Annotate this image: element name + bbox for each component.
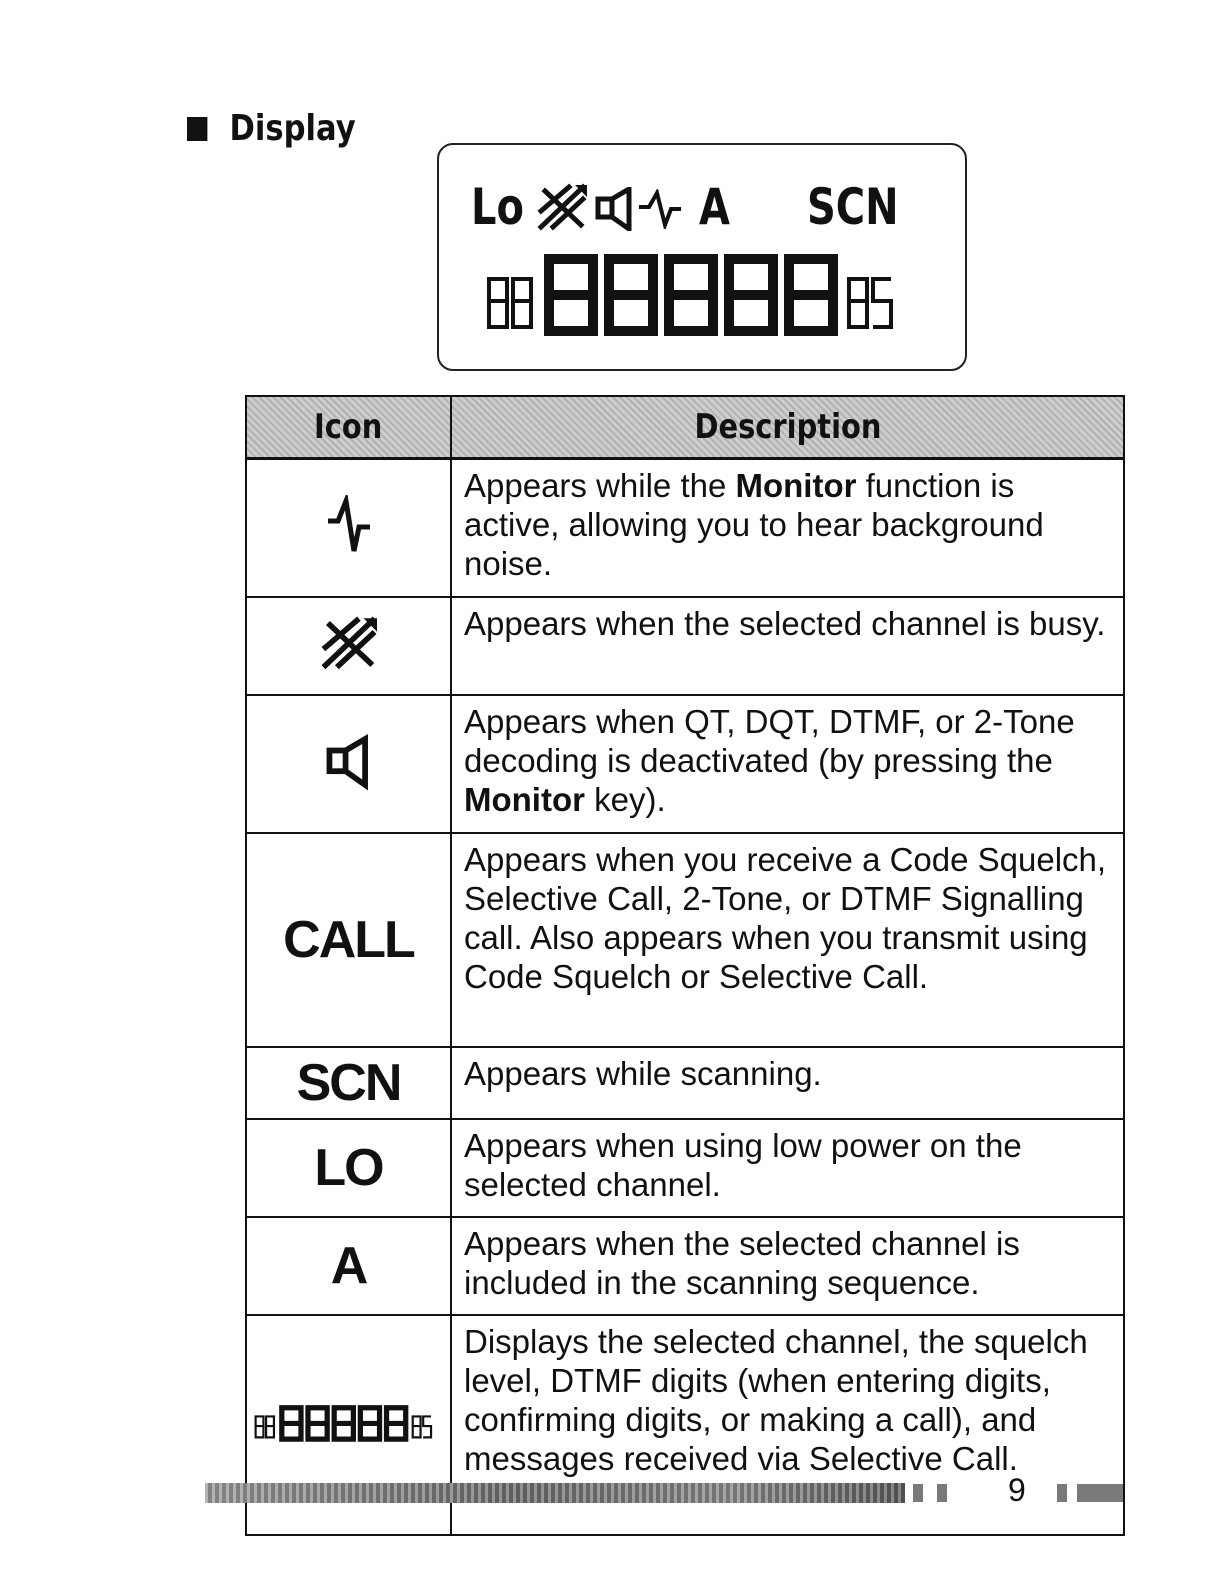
lcd-scn-label: SCN [807,178,899,236]
description-cell: Appears when you receive a Code Squelch, Selective Call, 2-Tone, or DTMF Signalling call. Also appears when you transmit using Code Squelch or Selective Call. [451,833,1124,1047]
header-description: Description [451,396,1124,459]
description-cell: Appears when the selected channel is included in the scanning sequence. [451,1217,1124,1315]
icon-cell [246,695,451,833]
section-title: Display [229,108,356,149]
speaker-icon [326,733,372,791]
description-cell: Appears while scanning. [451,1047,1124,1119]
lcd-display [437,143,967,371]
table-row [246,459,1124,598]
lo-icon: LO [314,1139,383,1197]
description-cell: Appears when the selected channel is busy. [451,597,1124,695]
lcd-a-label: A [699,178,730,236]
lcd-segment-digits [483,249,923,339]
monitor-icon [326,495,372,557]
busy-icon [318,616,380,672]
monitor-icon [637,189,683,229]
section-heading [187,108,356,149]
icon-cell [246,833,451,1047]
table-row [246,1047,1124,1119]
bullet-square-icon [187,117,207,141]
footer-decorative-block [913,1484,923,1502]
description-cell: Displays the selected channel, the squelch level, DTMF digits (when entering digits, confirming digits, or making a call), and messages received via Selective Call. [451,1315,1124,1535]
description-cell: Appears when QT, DQT, DTMF, or 2-Tone decoding is deactivated (by pressing the Monitor key). [451,695,1124,833]
lcd-lo-label: Lo [471,178,524,236]
table-row [246,597,1124,695]
icon-cell [246,1119,451,1217]
footer-decorative-block [1077,1484,1123,1502]
icon-cell [246,1217,451,1315]
call-icon: CALL [283,911,414,969]
scn-icon: SCN [296,1054,401,1112]
footer-decorative-block [937,1484,947,1502]
segment-digits-icon [253,1403,445,1443]
footer-decorative-bar [205,1483,905,1503]
footer-decorative-block [1057,1484,1067,1502]
icon-cell [246,597,451,695]
icon-cell [246,1047,451,1119]
page-number: 9 [1008,1472,1026,1508]
icon-description-table [245,395,1125,1536]
busy-icon [535,183,589,233]
description-cell: Appears while the Monitor function is active, allowing you to hear background noise. [451,459,1124,598]
description-cell: Appears when using low power on the selected channel. [451,1119,1124,1217]
table-row [246,1217,1124,1315]
icon-cell [246,459,451,598]
table-row [246,695,1124,833]
table-row [246,1119,1124,1217]
header-icon: Icon [246,396,451,459]
speaker-icon [595,187,635,231]
a-icon: A [330,1237,367,1295]
lcd-top-row [467,177,937,237]
table-row [246,833,1124,1047]
